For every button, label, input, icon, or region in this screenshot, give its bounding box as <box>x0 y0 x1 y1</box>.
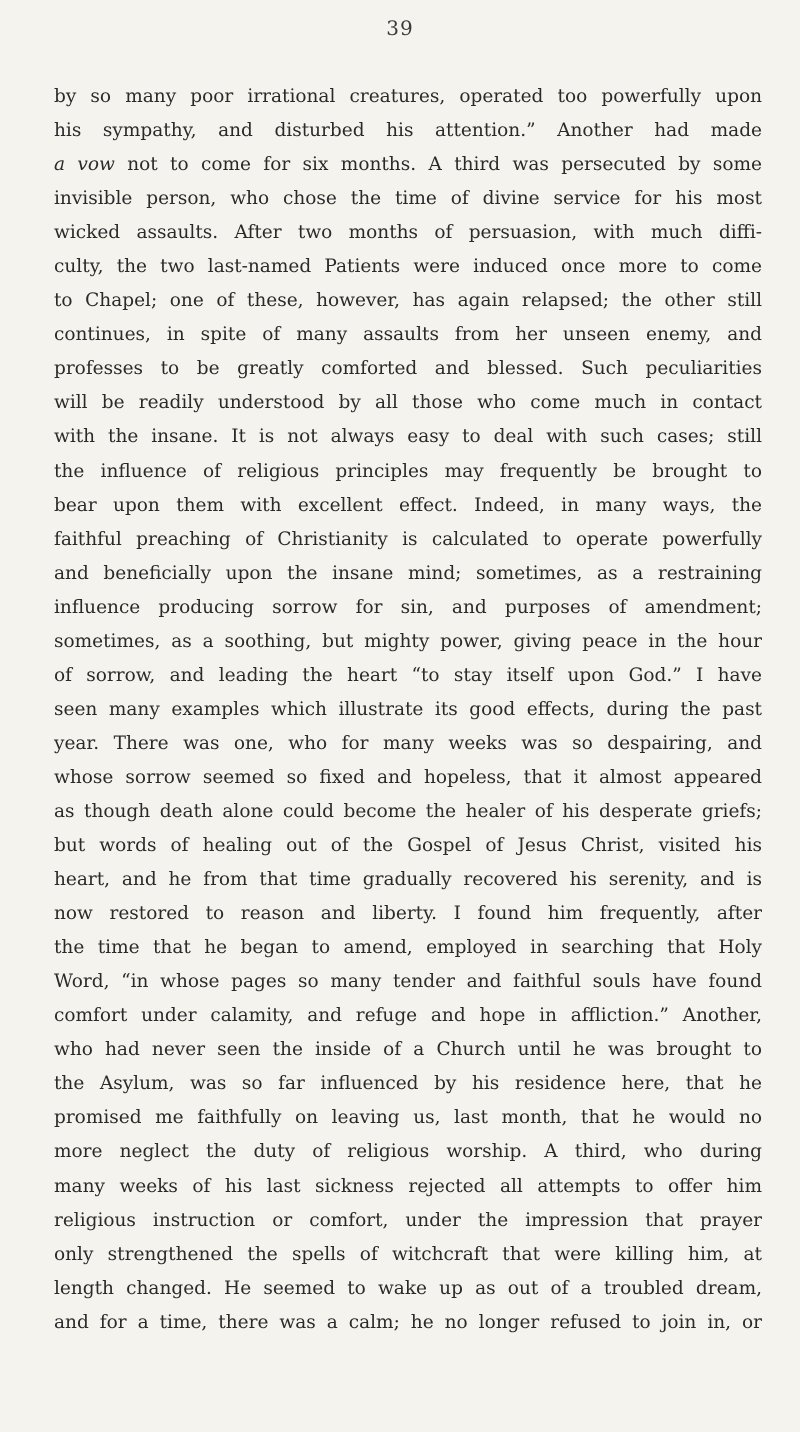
text-line: year. There was one, who for many weeks was so despairing, and <box>54 732 762 754</box>
text-line: comfort under calamity, and refuge and hope in affliction.” Another, <box>54 1005 762 1027</box>
text-line: sometimes, as a soothing, but mighty power, giving peace in the hour <box>54 630 762 652</box>
text-line: only strengthened the spells of witchcraft that were killing him, at <box>54 1243 762 1265</box>
text-line: and for a time, there was a calm; he no longer refused to join in, or <box>54 1311 762 1333</box>
text-line: invisible person, who chose the time of divine service for his most <box>54 188 762 210</box>
text-line: bear upon them with excellent effect. Indeed, in many ways, the <box>54 494 762 516</box>
body-paragraph <box>54 80 762 1340</box>
text-line: more neglect the duty of religious worship. A third, who during <box>54 1141 762 1163</box>
text-line: Word, “in whose pages so many tender and faithful souls have found <box>54 971 762 993</box>
text-line: the time that he began to amend, employed in searching that Holy <box>54 937 762 959</box>
text-line: with the insane. It is not always easy to deal with such cases; still <box>54 426 762 448</box>
text-line: whose sorrow seemed so fixed and hopeless, that it almost appeared <box>54 766 762 788</box>
text-line: professes to be greatly comforted and blessed. Such peculiarities <box>54 358 762 380</box>
text-line: continues, in spite of many assaults from her unseen enemy, and <box>54 324 762 346</box>
page-number: 39 <box>386 16 414 40</box>
text-line: influence producing sorrow for sin, and purposes of amendment; <box>54 596 762 618</box>
text-line: seen many examples which illustrate its good effects, during the past <box>54 698 762 720</box>
text-line: who had never seen the inside of a Church until he was brought to <box>54 1039 762 1061</box>
text-line: the Asylum, was so far influenced by his residence here, that he <box>54 1073 762 1095</box>
text-line: length changed. He seemed to wake up as out of a troubled dream, <box>54 1277 762 1299</box>
text-line: culty, the two last-named Patients were induced once more to come <box>54 256 762 278</box>
text-line: promised me faithfully on leaving us, last month, that he would no <box>54 1107 762 1129</box>
text-line: but words of healing out of the Gospel of Jesus Christ, visited his <box>54 835 762 857</box>
text-line: many weeks of his last sickness rejected all attempts to offer him <box>54 1175 762 1197</box>
text-line: by so many poor irrational creatures, operated too powerfully upon <box>54 86 762 107</box>
text-line: to Chapel; one of these, however, has again relapsed; the other still <box>54 290 762 312</box>
text-line: wicked assaults. After two months of persuasion, with much diffi- <box>54 222 762 244</box>
text-line: his sympathy, and disturbed his attention.” Another had made <box>54 120 762 142</box>
text-line: a vow not to come for six months. A third was persecuted by some <box>54 154 762 176</box>
text-line: of sorrow, and leading the heart “to stay itself upon God.” I have <box>54 664 762 686</box>
text-line: and beneficially upon the insane mind; sometimes, as a restraining <box>54 562 762 584</box>
italic-phrase: a vow <box>54 154 115 176</box>
text-line: faithful preaching of Christianity is calculated to operate powerfully <box>54 528 762 550</box>
text-line: will be readily understood by all those who come much in contact <box>54 392 762 414</box>
text-line: religious instruction or comfort, under the impression that prayer <box>54 1209 762 1231</box>
text-line: as though death alone could become the healer of his desperate griefs; <box>54 800 762 822</box>
text-line: now restored to reason and liberty. I found him frequently, after <box>54 903 762 925</box>
text-line: heart, and he from that time gradually recovered his serenity, and is <box>54 869 762 891</box>
text-line: the influence of religious principles may frequently be brought to <box>54 460 762 482</box>
